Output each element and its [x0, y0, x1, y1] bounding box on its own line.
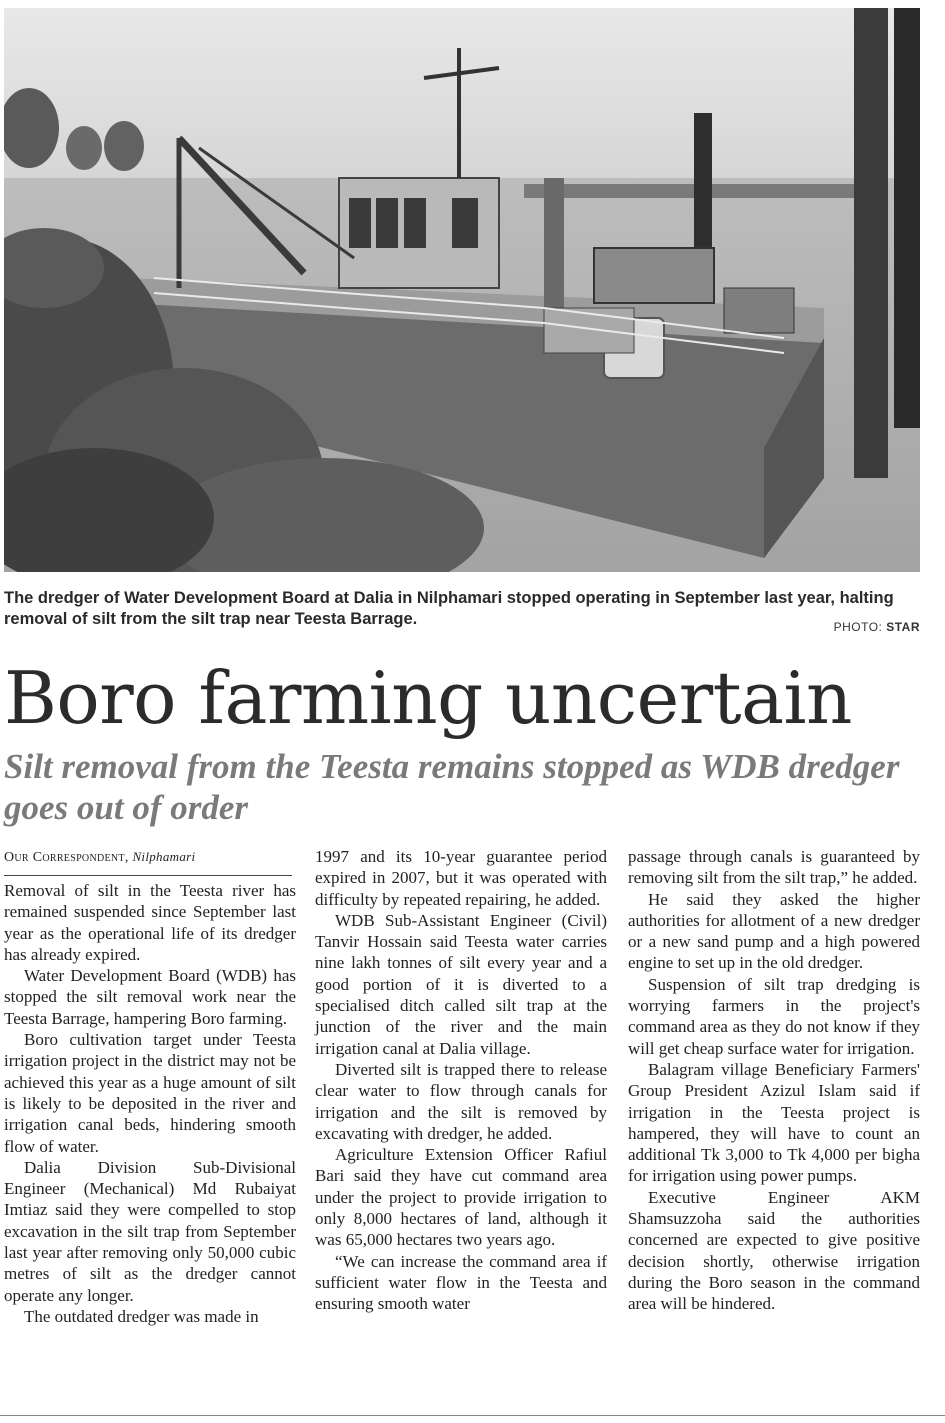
- dredger-photo: [4, 8, 920, 572]
- paragraph: Diverted silt is trapped there to release clear water to flow through canals for irrigation and the silt is removed by excavating with dredger, he added.: [315, 1059, 607, 1143]
- paragraph: 1997 and its 10-year guarantee period expired in 2007, but it was operated with difficulty by repeated repairing, he added.: [315, 847, 607, 909]
- paragraph: Suspension of silt trap dredging is worrying farmers in the project's command area as they do not know if they will get cheap surface water for irrigation.: [628, 974, 920, 1058]
- subheadline: Silt removal from the Teesta remains stopped as WDB dredger goes out of order: [4, 747, 900, 827]
- dredger-photo-icon: [4, 8, 920, 572]
- paragraph: Balagram village Beneficiary Farmers' Group President Azizul Islam said if irrigation in the Teesta project is hampered, they will have to count an additional Tk 3,000 to Tk 4,000 per bigha for irrigation using power pumps.: [628, 1059, 920, 1186]
- paragraph: The outdated dredger was made in: [24, 1306, 259, 1326]
- paragraph: Removal of silt in the Teesta river has remained suspended since September last year as the operational life of its dredger has already expired.: [4, 881, 296, 964]
- paragraph: Boro cultivation target under Teesta irrigation project in the district may not be achieved this year as a huge amount of silt is likely to be deposited in the river and irrigation canal beds, hindering smooth flow of water.: [4, 1030, 296, 1156]
- paragraph: Executive Engineer AKM Shamsuzzoha said the authorities concerned are expected to give positive decision shortly, otherwise irrigation during the Boro season in the command area will be hindered.: [628, 1187, 920, 1314]
- photo-credit-label: PHOTO:: [833, 620, 883, 634]
- photo-credit-source: STAR: [886, 620, 920, 634]
- paragraph: Water Development Board (WDB) has stopped the silt removal work near the Teesta Barrage, hampering Boro farming.: [4, 966, 296, 1028]
- paragraph: He said they asked the higher authorities for allotment of a new dredger or a new sand pump and a high powered engine to set up in the old dredger.: [628, 889, 920, 973]
- byline-author: Our Correspondent,: [4, 850, 129, 865]
- article-column-1: [4, 846, 296, 1327]
- byline: [4, 846, 292, 876]
- article-column-3: [628, 846, 920, 1315]
- bottom-rule: [0, 1415, 945, 1416]
- paragraph: Agriculture Extension Officer Rafiul Bari said they have cut command area under the project to provide irrigation to only 8,000 hectares of land, although it was 65,000 hectares two years ago.: [315, 1145, 607, 1250]
- article-column-2: [315, 846, 607, 1315]
- paragraph: WDB Sub-Assistant Engineer (Civil) Tanvir Hossain said Teesta water carries nine lakh tonnes of silt every year and a good portion of it is diverted to a specialised ditch called silt trap at the junction of the river and the main irrigation canal at Dalia village.: [315, 910, 607, 1058]
- paragraph: “We can increase the command area if sufficient water flow in the Teesta and ensuring smooth water: [315, 1251, 607, 1314]
- headline: Boro farming uncertain: [4, 656, 852, 740]
- photo-credit: [834, 620, 920, 634]
- paragraph: Dalia Division Sub-Divisional Engineer (Mechanical) Md Rubaiyat Imtiaz said they were compelled to stop excavation in the silt trap from September last year after removing only 50,000 cubic metres of silt as the dredger cannot operate any longer.: [4, 1157, 296, 1305]
- byline-place: Nilphamari: [132, 849, 196, 864]
- photo-caption: The dredger of Water Development Board at Dalia in Nilphamari stopped operating in September last year, halting removal of silt from the silt trap near Teesta Barrage.: [4, 589, 894, 628]
- paragraph: passage through canals is guaranteed by removing silt from the silt trap,” he added.: [628, 847, 920, 888]
